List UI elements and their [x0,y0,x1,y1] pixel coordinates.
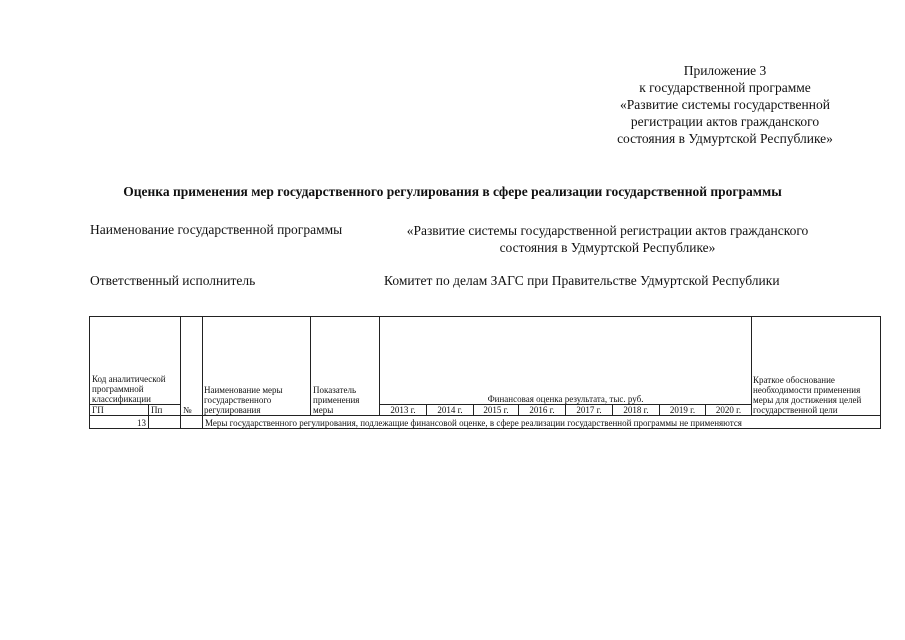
code-header: Код аналитической программной классификации [92,374,166,404]
appendix-header [560,62,890,147]
row-gp-cell: 13 [90,416,149,429]
year-header-2019: 2019 г. [660,405,706,416]
year-header-2013: 2013 г. [380,405,427,416]
program-label: Наименование государственной программы [90,222,343,237]
appendix-line: состояния в Удмуртской Республике» [617,131,833,146]
pp-header: Пп [151,405,163,415]
executor-value: Комитет по делам ЗАГС при Правительстве Удмуртской Республики [384,273,780,288]
program-name-line: состояния в Удмуртской Республике» [499,240,716,255]
year-header-2017: 2017 г. [566,405,613,416]
year-header-2015: 2015 г. [474,405,519,416]
measure-header: Наименование меры государственного регулирования [204,385,283,415]
appendix-line: к государственной программе [639,80,811,95]
regulation-table [89,316,881,429]
measure-header-cell [203,317,311,416]
row-num-cell [181,416,203,429]
indicator-header-cell [311,317,380,416]
indicator-header: Показатель применения меры [313,385,360,415]
gp-header-cell [90,405,149,416]
finance-header-cell [380,317,752,405]
table-row [90,416,881,429]
year-header-2020: 2020 г. [706,405,752,416]
code-header-cell [90,317,181,405]
justification-header-cell [752,317,881,416]
row-pp-cell [149,416,181,429]
finance-header: Финансовая оценка результата, тыс. руб. [487,394,644,404]
appendix-line: регистрации актов гражданского [630,114,820,129]
appendix-line: «Развитие системы государственной [620,97,830,112]
gp-header: ГП [92,405,104,415]
year-header-2016: 2016 г. [519,405,566,416]
justification-header: Краткое обоснование необходимости применения меры для достижения целей государственной цели [753,375,862,415]
year-header-2014: 2014 г. [427,405,474,416]
program-name-line: «Развитие системы государственной регистрации актов гражданского [406,223,809,238]
appendix-line: Приложение 3 [683,63,767,78]
year-header-2018: 2018 г. [613,405,660,416]
program-name [370,222,845,256]
executor-label: Ответственный исполнитель [90,273,256,288]
pp-header-cell [149,405,181,416]
row-text-cell: Меры государственного регулирования, подлежащие финансовой оценке, в сфере реализации государственной программы не применяются [203,416,881,429]
document-title: Оценка применения мер государственного регулирования в сфере реализации государственной программы [123,184,782,199]
num-header-cell [181,317,203,416]
num-header: № [183,405,192,415]
